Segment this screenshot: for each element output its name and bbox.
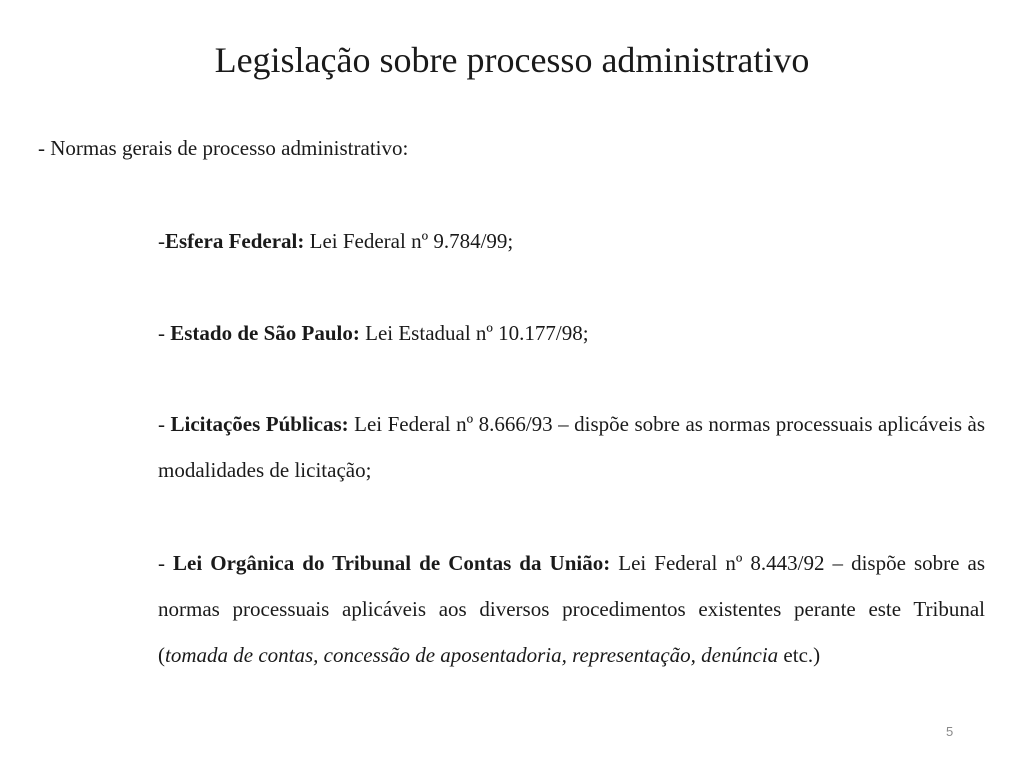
list-item-federal (158, 218, 985, 264)
item-dash: - (158, 551, 174, 575)
item-heading: Estado de São Paulo: (170, 321, 360, 345)
item-text: Lei Federal nº 8.443/92 – dispõe sobre as normas processuais aplicáveis aos diversos procedimentos existentes perante este Tribunal ( (158, 551, 985, 667)
item-heading: Esfera Federal: (165, 229, 305, 253)
item-dash: - (158, 412, 171, 436)
item-text: Lei Federal nº 9.784/99; (304, 229, 514, 253)
item-dash: - (158, 321, 171, 345)
item-heading: Licitações Públicas: (170, 412, 349, 436)
item-tail: etc.) (778, 643, 821, 667)
item-text: Lei Estadual nº 10.177/98; (359, 321, 589, 345)
item-dash: - (158, 229, 165, 253)
page-number: 5 (946, 724, 954, 739)
slide-title: Legislação sobre processo administrativo (214, 40, 810, 80)
intro-text: - Normas gerais de processo administrativo: (38, 136, 409, 160)
item-italic-text: tomada de contas, concessão de aposentadoria, representação, denúncia (165, 643, 779, 667)
item-heading: Lei Orgânica do Tribunal de Contas da União: (173, 551, 611, 575)
list-item-sao-paulo (158, 310, 985, 356)
item-text: Lei Federal nº 8.666/93 – dispõe sobre as normas processuais aplicáveis às modalidades de licitação; (158, 412, 985, 482)
list-item-tcu (158, 540, 985, 678)
list-item-licitacoes (158, 401, 985, 493)
